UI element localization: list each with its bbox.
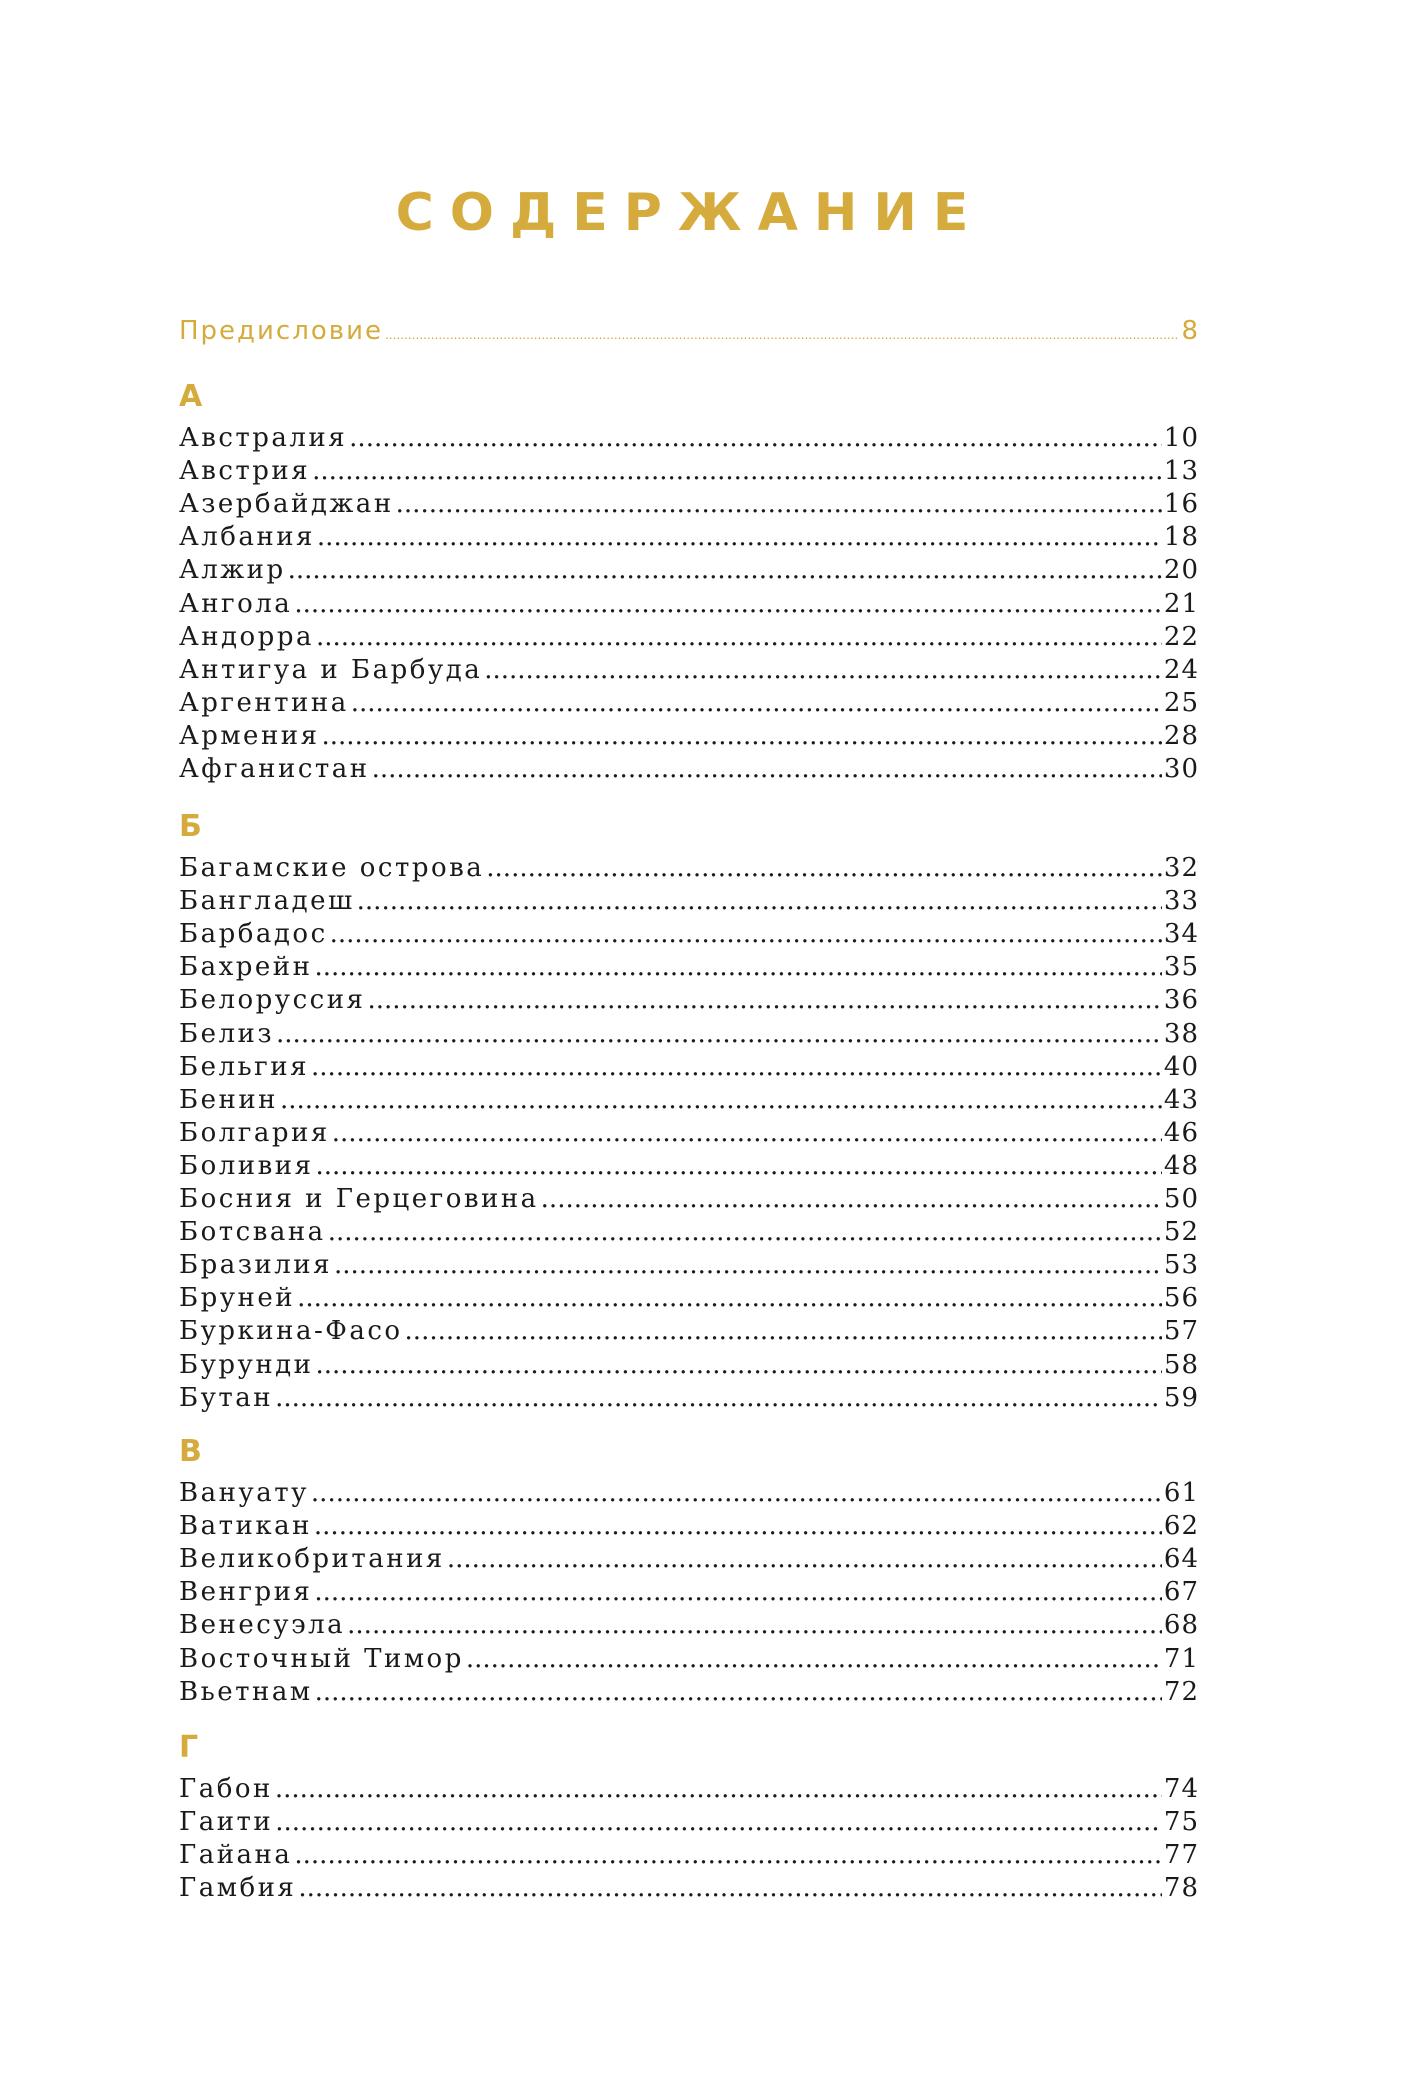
toc-entry-page: 52 xyxy=(1163,1217,1199,1248)
toc-entry[interactable] xyxy=(179,1051,1199,1084)
toc-entry[interactable] xyxy=(179,918,1199,951)
toc-entry[interactable] xyxy=(179,588,1199,621)
toc-entry-page: 46 xyxy=(1163,1117,1199,1148)
toc-entry-page: 50 xyxy=(1163,1184,1199,1214)
toc-entry[interactable] xyxy=(179,951,1199,984)
leader-dots xyxy=(484,654,1162,687)
toc-entry-page: 18 xyxy=(1163,522,1199,553)
toc-entry-name: Гайана xyxy=(179,1840,293,1871)
toc-entry-page: 43 xyxy=(1163,1084,1199,1115)
toc-entry-page: 24 xyxy=(1163,654,1199,685)
leader-dots xyxy=(288,554,1162,587)
toc-entry-name: Албания xyxy=(179,522,315,553)
toc-entry-page: 10 xyxy=(1163,423,1199,453)
toc-entry-name: Вануату xyxy=(179,1478,309,1508)
toc-entry-page: 8 xyxy=(1181,316,1199,346)
toc-entry-name: Гаити xyxy=(179,1807,274,1838)
toc-entry-page: 28 xyxy=(1163,720,1199,751)
toc-entry[interactable] xyxy=(179,720,1199,753)
toc-entry-name: Бельгия xyxy=(179,1051,310,1082)
toc-entry[interactable] xyxy=(179,422,1199,455)
toc-entry-name: Багамские острова xyxy=(179,853,485,883)
leader-dots xyxy=(311,1477,1162,1510)
toc-entry[interactable] xyxy=(179,455,1199,488)
toc-entry-page: 56 xyxy=(1163,1283,1199,1314)
toc-entry-name: Великобритания xyxy=(179,1544,445,1575)
leader-dots xyxy=(315,1150,1161,1183)
toc-entry-name: Гамбия xyxy=(179,1873,297,1904)
toc-entry-page: 71 xyxy=(1163,1643,1199,1674)
leader-dots xyxy=(275,1382,1162,1415)
toc-entry[interactable] xyxy=(179,1349,1199,1382)
leader-dots xyxy=(367,984,1161,1017)
toc-entry-page: 53 xyxy=(1163,1250,1199,1281)
toc-entry-page: 78 xyxy=(1163,1873,1199,1904)
toc-entry-name: Бутан xyxy=(179,1382,274,1413)
toc-entry-page: 36 xyxy=(1163,985,1199,1016)
toc-entry-name: Вьетнам xyxy=(179,1676,313,1707)
toc-entry-name: Белиз xyxy=(179,1018,275,1049)
leader-dots xyxy=(316,1349,1162,1382)
toc-entry[interactable] xyxy=(179,554,1199,587)
leader-dots xyxy=(314,1576,1162,1609)
toc-entry-page: 34 xyxy=(1163,919,1199,950)
toc-entry-page: 33 xyxy=(1163,886,1199,917)
toc-entry[interactable] xyxy=(179,1150,1199,1183)
leader-dots xyxy=(297,1282,1162,1315)
leader-dots xyxy=(328,1216,1162,1249)
toc-entry-page: 20 xyxy=(1163,555,1199,586)
toc-entry-name: Болгария xyxy=(179,1117,330,1148)
toc-entry[interactable] xyxy=(179,984,1199,1017)
leader-dots xyxy=(466,1643,1162,1676)
toc-entry[interactable] xyxy=(179,1806,1199,1839)
toc-entry[interactable] xyxy=(179,885,1199,918)
toc-entry-name: Азербайджан xyxy=(179,489,394,520)
toc-entry-name: Венесуэла xyxy=(179,1610,346,1641)
toc-entry-name: Бразилия xyxy=(179,1250,333,1281)
toc-entry-page: 75 xyxy=(1163,1807,1199,1838)
toc-entry[interactable] xyxy=(179,654,1199,687)
toc-entry[interactable] xyxy=(179,1216,1199,1249)
toc-entry-name: Боливия xyxy=(179,1150,314,1181)
toc-entry-page: 25 xyxy=(1163,687,1199,718)
leader-dots xyxy=(332,1117,1162,1150)
leader-dots xyxy=(317,521,1162,554)
page-title: СОДЕРЖАНИЕ xyxy=(395,183,985,243)
toc-entry-name: Армения xyxy=(179,720,320,751)
toc-entry-page: 35 xyxy=(1163,952,1199,983)
leader-dots xyxy=(330,918,1162,951)
toc-entry-page: 61 xyxy=(1163,1478,1199,1508)
toc-entry-page: 13 xyxy=(1163,456,1199,487)
toc-entry-page: 58 xyxy=(1163,1349,1199,1380)
toc-entry-page: 68 xyxy=(1163,1610,1199,1641)
leader-dots xyxy=(275,1806,1162,1839)
toc-entry[interactable] xyxy=(179,1872,1199,1905)
leader-dots xyxy=(385,319,1179,352)
leader-dots xyxy=(280,1084,1162,1117)
toc-entry-name: Бруней xyxy=(179,1283,296,1314)
toc-entry-name: Барбадос xyxy=(179,919,328,950)
section-letter: Г xyxy=(179,1730,199,1765)
toc-entry-name: Восточный Тимор xyxy=(179,1643,464,1674)
toc-entry[interactable] xyxy=(179,1543,1199,1576)
toc-entry[interactable] xyxy=(179,1676,1199,1709)
leader-dots xyxy=(447,1543,1162,1576)
toc-entry-page: 74 xyxy=(1163,1774,1199,1804)
toc-entry-name: Бурунди xyxy=(179,1349,314,1380)
toc-entry-name: Бангладеш xyxy=(179,886,355,917)
section-letter: В xyxy=(179,1434,202,1469)
section-letter: Б xyxy=(179,809,202,844)
leader-dots xyxy=(294,1839,1162,1872)
toc-entry[interactable] xyxy=(179,687,1199,720)
leader-dots xyxy=(351,687,1162,720)
leader-dots xyxy=(357,885,1162,918)
toc-entry-name: Афганистан xyxy=(179,754,370,784)
toc-entry-page: 59 xyxy=(1163,1382,1199,1413)
toc-entry[interactable] xyxy=(179,1183,1199,1216)
section-letter: А xyxy=(179,379,203,414)
leader-dots xyxy=(311,1051,1162,1084)
toc-entry[interactable] xyxy=(179,1117,1199,1150)
toc-entry[interactable] xyxy=(179,621,1199,654)
leader-dots xyxy=(349,422,1162,455)
toc-entry-name: Венгрия xyxy=(179,1577,313,1608)
toc-entry[interactable] xyxy=(179,1282,1199,1315)
toc-entry-name: Антигуа и Барбуда xyxy=(179,654,483,685)
toc-entry-name: Бенин xyxy=(179,1084,278,1115)
leader-dots xyxy=(294,588,1162,621)
toc-entry[interactable] xyxy=(179,1510,1199,1543)
toc-entry-page: 32 xyxy=(1163,853,1199,883)
leader-dots xyxy=(486,852,1162,885)
leader-dots xyxy=(276,1018,1162,1051)
leader-dots xyxy=(405,1315,1162,1348)
toc-entry[interactable] xyxy=(179,1249,1199,1282)
toc-entry-page: 38 xyxy=(1163,1018,1199,1049)
toc-entry[interactable] xyxy=(179,488,1199,521)
toc-entry-name: Предисловие xyxy=(179,316,383,346)
toc-entry[interactable] xyxy=(179,852,1199,885)
leader-dots xyxy=(541,1183,1162,1216)
toc-entry-name: Австралия xyxy=(179,423,348,453)
toc-entry[interactable] xyxy=(179,1643,1199,1676)
toc-entry-name: Буркина-Фасо xyxy=(179,1316,403,1347)
leader-dots xyxy=(312,455,1162,488)
toc-entry[interactable] xyxy=(179,1084,1199,1117)
toc-entry-name: Ангола xyxy=(179,588,293,619)
leader-dots xyxy=(316,621,1162,654)
toc-entry[interactable] xyxy=(179,753,1199,786)
toc-entry[interactable] xyxy=(179,521,1199,554)
leader-dots xyxy=(396,488,1162,521)
toc-entry[interactable] xyxy=(179,1018,1199,1051)
leader-dots xyxy=(315,1676,1162,1709)
toc-entry[interactable] xyxy=(179,1576,1199,1609)
toc-entry[interactable] xyxy=(179,1382,1199,1415)
toc-entry-name: Австрия xyxy=(179,456,311,487)
toc-entry[interactable] xyxy=(179,1773,1199,1806)
toc-entry-page: 67 xyxy=(1163,1577,1199,1608)
toc-entry-page: 57 xyxy=(1163,1316,1199,1347)
toc-entry-preface[interactable] xyxy=(179,315,1199,348)
toc-entry-name: Босния и Герцеговина xyxy=(179,1184,539,1214)
toc-entry-page: 72 xyxy=(1163,1676,1199,1707)
toc-entry-page: 64 xyxy=(1163,1544,1199,1575)
leader-dots xyxy=(372,753,1162,786)
toc-entry-page: 21 xyxy=(1163,588,1199,619)
toc-entry-page: 48 xyxy=(1163,1150,1199,1181)
toc-entry-page: 77 xyxy=(1163,1840,1199,1871)
toc-entry-page: 30 xyxy=(1163,754,1199,784)
leader-dots xyxy=(314,1510,1162,1543)
toc-entry-name: Ботсвана xyxy=(179,1217,326,1248)
toc-entry-name: Ватикан xyxy=(179,1511,312,1542)
toc-entry-page: 22 xyxy=(1163,621,1199,652)
leader-dots xyxy=(347,1609,1162,1642)
toc-entry-page: 40 xyxy=(1163,1051,1199,1082)
toc-entry-page: 16 xyxy=(1163,489,1199,520)
toc-entry-name: Андорра xyxy=(179,621,314,652)
toc-entry[interactable] xyxy=(179,1315,1199,1348)
leader-dots xyxy=(322,720,1162,753)
leader-dots xyxy=(275,1773,1162,1806)
toc-entry-name: Алжир xyxy=(179,555,286,586)
leader-dots xyxy=(314,951,1161,984)
toc-entry[interactable] xyxy=(179,1477,1199,1510)
leader-dots xyxy=(298,1872,1162,1905)
toc-entry-name: Белоруссия xyxy=(179,985,366,1016)
toc-entry[interactable] xyxy=(179,1609,1199,1642)
leader-dots xyxy=(334,1249,1162,1282)
toc-entry[interactable] xyxy=(179,1839,1199,1872)
toc-entry-name: Габон xyxy=(179,1774,273,1804)
toc-entry-page: 62 xyxy=(1163,1511,1199,1542)
toc-entry-name: Аргентина xyxy=(179,687,349,718)
toc-entry-name: Бахрейн xyxy=(179,952,313,983)
